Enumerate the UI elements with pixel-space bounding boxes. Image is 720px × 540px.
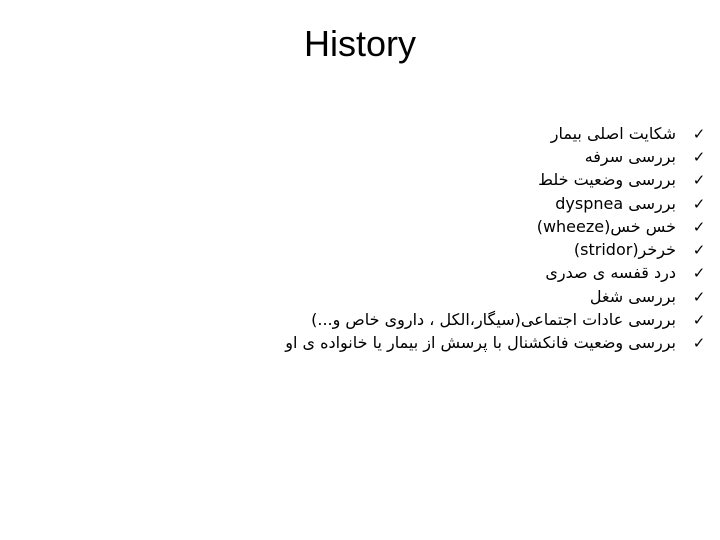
list-item <box>186 238 706 261</box>
list-item-text: بررسی سرفه <box>584 146 676 166</box>
checkmark-icon: ✓ <box>692 264 706 283</box>
slide-title <box>0 20 720 68</box>
list-item <box>186 332 706 355</box>
list-item-text: بررسی وضعیت فانکشنال با پرسش از بیمار یا خانواده ی او <box>285 333 676 353</box>
list-item-text: بررسی شغل <box>589 286 676 306</box>
checkmark-icon: ✓ <box>692 311 706 330</box>
list-item <box>186 145 706 168</box>
checkmark-icon: ✓ <box>692 124 706 143</box>
checkmark-icon: ✓ <box>692 334 706 353</box>
list-item-text: خس خس(wheeze) <box>536 216 676 236</box>
slide-title-text: History <box>303 23 416 64</box>
list-item <box>186 169 706 192</box>
list-item <box>186 192 706 215</box>
checkmark-icon: ✓ <box>692 194 706 213</box>
list-item-text: بررسی dyspnea <box>555 193 676 213</box>
checkmark-icon: ✓ <box>692 287 706 306</box>
list-item-text: بررسی عادات اجتماعی(سیگار،الکل ، داروی خاص و...) <box>311 310 676 330</box>
list-item-text: خرخر(stridor) <box>573 240 676 260</box>
list-item-text: شکایت اصلی بیمار <box>550 123 676 143</box>
checkmark-icon: ✓ <box>692 217 706 236</box>
list-item <box>186 122 706 145</box>
checkmark-icon: ✓ <box>692 147 706 166</box>
bullet-list <box>186 122 706 355</box>
list-item <box>186 262 706 285</box>
list-item-text: درد قفسه ی صدری <box>545 263 676 283</box>
checkmark-icon: ✓ <box>692 241 706 260</box>
list-item <box>186 308 706 331</box>
list-item <box>186 215 706 238</box>
list-item-text: بررسی وضعیت خلط <box>538 170 676 190</box>
list-item <box>186 285 706 308</box>
checkmark-icon: ✓ <box>692 171 706 190</box>
